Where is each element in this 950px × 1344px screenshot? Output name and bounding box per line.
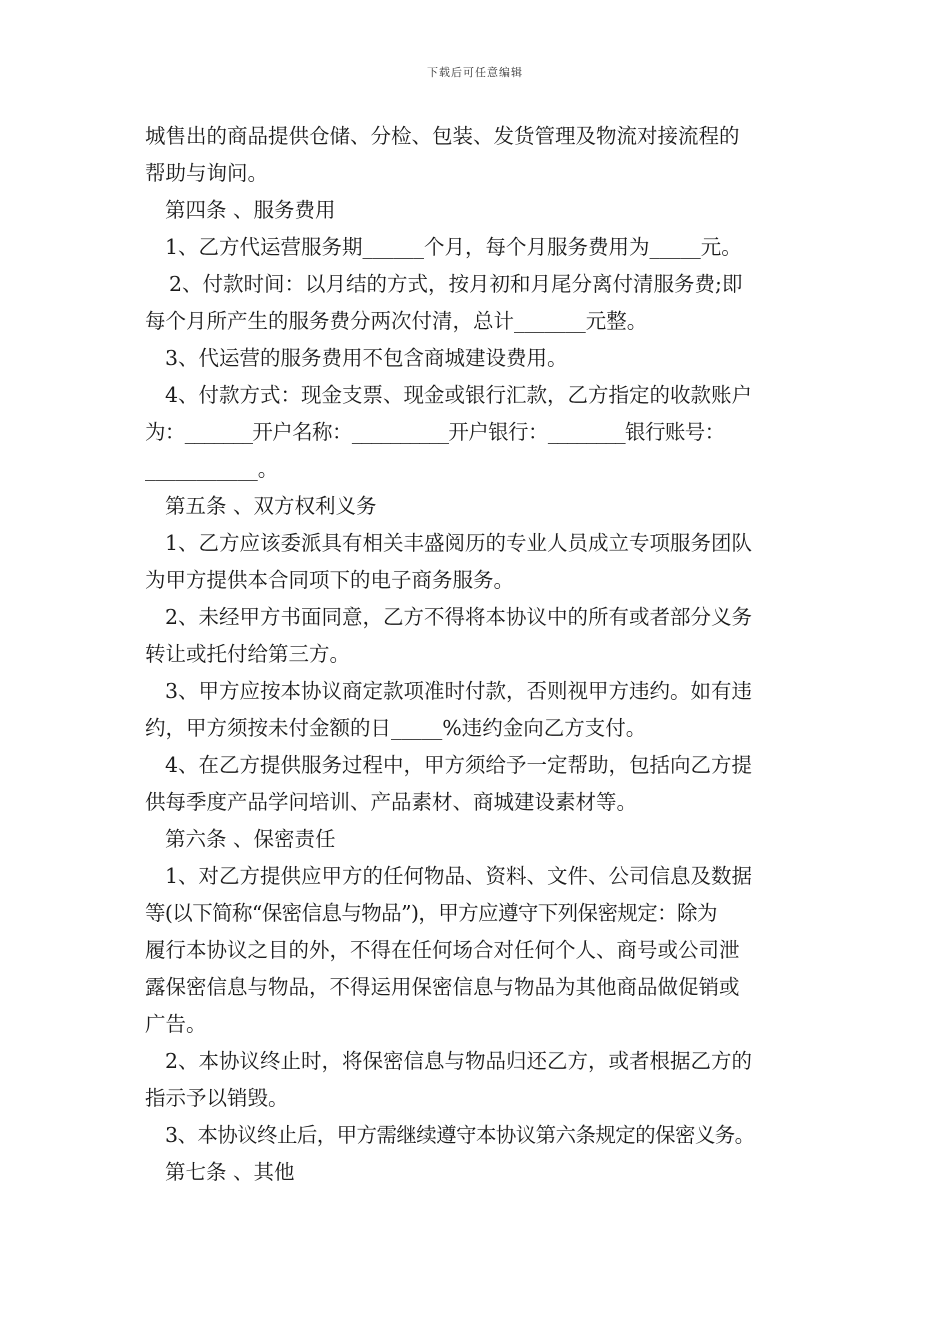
document-body — [145, 118, 813, 1191]
section-heading-6: 第六条 、保密责任 — [165, 827, 336, 851]
paragraph-line: 指示予以销毁。 — [145, 1086, 289, 1110]
section-heading-7: 第七条 、其他 — [165, 1160, 295, 1184]
paragraph-line: 3、代运营的服务费用不包含商城建设费用。 — [165, 346, 568, 370]
paragraph-line: 2、本协议终止时，将保密信息与物品归还乙方，或者根据乙方的 — [165, 1049, 753, 1073]
section-heading-5: 第五条 、双方权利义务 — [165, 494, 377, 518]
paragraph-line: 3、本协议终止后，甲方需继续遵守本协议第六条规定的保密义务。 — [165, 1123, 755, 1147]
paragraph-line: 1、乙方代运营服务期______个月，每个月服务费用为_____元。 — [165, 235, 742, 259]
paragraph-line: 供每季度产品学问培训、产品素材、商城建设素材等。 — [145, 790, 637, 814]
paragraph-line: 广告。 — [145, 1012, 207, 1036]
paragraph-line: 每个月所产生的服务费分两次付清，总计_______元整。 — [145, 309, 648, 333]
paragraph-line: 1、乙方应该委派具有相关丰盛阅历的专业人员成立专项服务团队 — [165, 531, 753, 555]
paragraph-line: 4、付款方式：现金支票、现金或银行汇款，乙方指定的收款账户 — [165, 383, 753, 407]
paragraph-line: 为：_______开户名称：__________开户银行：________银行账号： — [145, 420, 725, 444]
paragraph-line: ___________。 — [145, 457, 279, 481]
paragraph-line: 城售出的商品提供仓储、分检、包装、发货管理及物流对接流程的 — [145, 124, 740, 148]
paragraph-line: 履行本协议之目的外，不得在任何场合对任何个人、商号或公司泄 — [145, 938, 740, 962]
paragraph-line: 4、在乙方提供服务过程中，甲方须给予一定帮助，包括向乙方提 — [165, 753, 753, 777]
paragraph-line: 等(以下简称“保密信息与物品”)，甲方应遵守下列保密规定：除为 — [145, 901, 717, 925]
paragraph-line: 2、未经甲方书面同意，乙方不得将本协议中的所有或者部分义务 — [165, 605, 753, 629]
page-header: 下载后可任意编辑 — [427, 66, 523, 79]
paragraph-line: 2、付款时间：以月结的方式，按月初和月尾分离付清服务费;即 — [169, 272, 743, 296]
paragraph-line: 帮助与询问。 — [145, 161, 268, 185]
paragraph-line: 转让或托付给第三方。 — [145, 642, 350, 666]
paragraph-line: 约，甲方须按未付金额的日_____%违约金向乙方支付。 — [145, 716, 647, 740]
section-heading-4: 第四条 、服务费用 — [165, 198, 336, 222]
paragraph-line: 露保密信息与物品，不得运用保密信息与物品为其他商品做促销或 — [145, 975, 740, 999]
paragraph-line: 3、甲方应按本协议商定款项准时付款，否则视甲方违约。如有违 — [165, 679, 753, 703]
paragraph-line: 1、对乙方提供应甲方的任何物品、资料、文件、公司信息及数据 — [165, 864, 753, 888]
paragraph-line: 为甲方提供本合同项下的电子商务服务。 — [145, 568, 514, 592]
